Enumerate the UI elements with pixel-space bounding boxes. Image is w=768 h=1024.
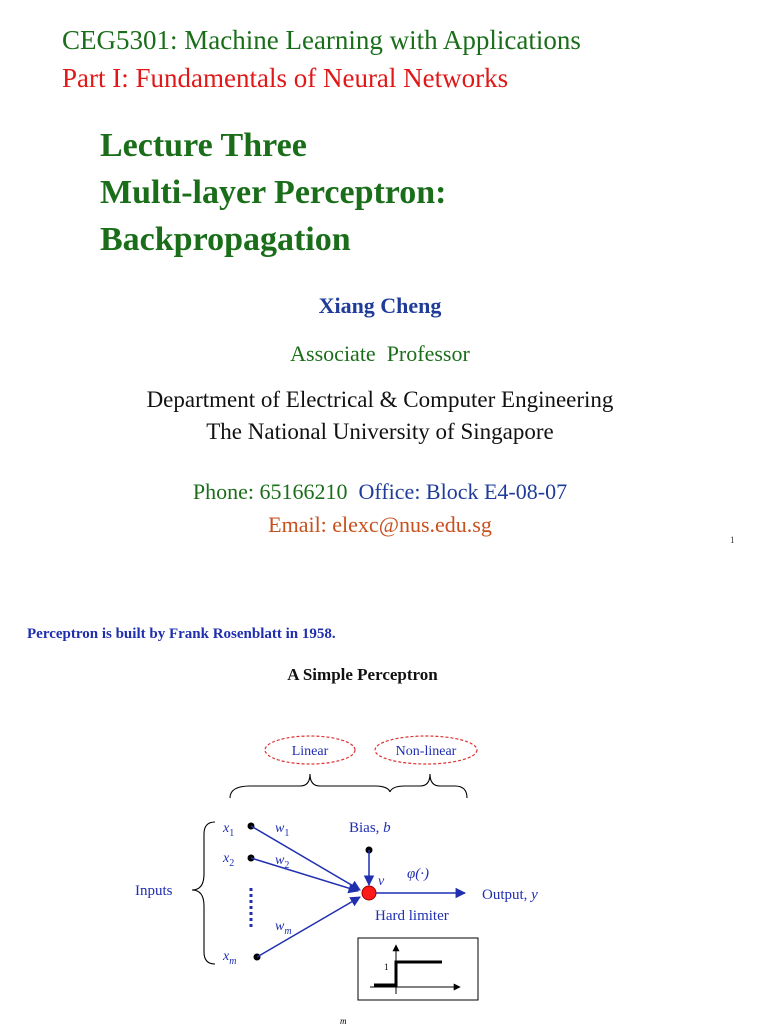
part-title: Part I: Fundamentals of Neural Networks (62, 63, 509, 93)
course-title: CEG5301: Machine Learning with Applications (62, 25, 581, 55)
x2-label: $x_2$ (223, 851, 235, 869)
email: Email: elexc@nus.edu.sg (268, 512, 492, 537)
inputs-brace (192, 822, 215, 964)
step-function-box (358, 938, 478, 1000)
x1-label: $x_1$ (223, 821, 235, 839)
activation-label: φ(·) (407, 866, 430, 882)
university: The National University of Singapore (206, 419, 554, 444)
lecture-number: Lecture Three (100, 127, 307, 164)
hard-limiter-label: Hard limiter (375, 908, 449, 924)
summing-node (362, 886, 376, 900)
lecture-title-line-2: Backpropagation (100, 221, 351, 258)
department: Department of Electrical & Computer Engineering (146, 387, 614, 412)
author-position: Associate Professor (290, 341, 470, 366)
contact-line (0, 479, 760, 505)
page-number: 1 (730, 535, 735, 545)
w2-edge (251, 858, 358, 891)
inputs-label: Inputs (135, 883, 173, 899)
w1-label: $w_1$ (275, 821, 290, 839)
bottom-cut-label: m (340, 1016, 347, 1024)
office: Office: Block E4-08-07 (358, 479, 568, 504)
author-name: Xiang Cheng (318, 293, 442, 318)
perceptron-diagram (120, 730, 560, 1024)
intro-text: Perceptron is built by Frank Rosenblatt in 1958. (27, 626, 336, 642)
linear-label: Linear (291, 744, 329, 759)
induced-field-label: v (378, 874, 385, 889)
w1-edge (251, 826, 360, 890)
figure-title: A Simple Perceptron (287, 665, 438, 684)
linear-brace (230, 774, 390, 798)
bias-label: Bias, b (349, 820, 391, 836)
phone: Phone: 65166210 (192, 479, 348, 504)
step-level-label: 1 (384, 962, 389, 972)
output-label: Output, y (482, 887, 538, 903)
lecture-title-line-1: Multi-layer Perceptron: (100, 174, 447, 211)
nonlinear-label: Non-linear (395, 744, 457, 759)
wm-edge (257, 897, 360, 957)
w2-label: $w_2$ (275, 853, 290, 871)
wm-label: $w_m$ (275, 919, 292, 937)
nonlinear-brace (390, 774, 467, 798)
xm-label: $x_m$ (223, 949, 237, 967)
